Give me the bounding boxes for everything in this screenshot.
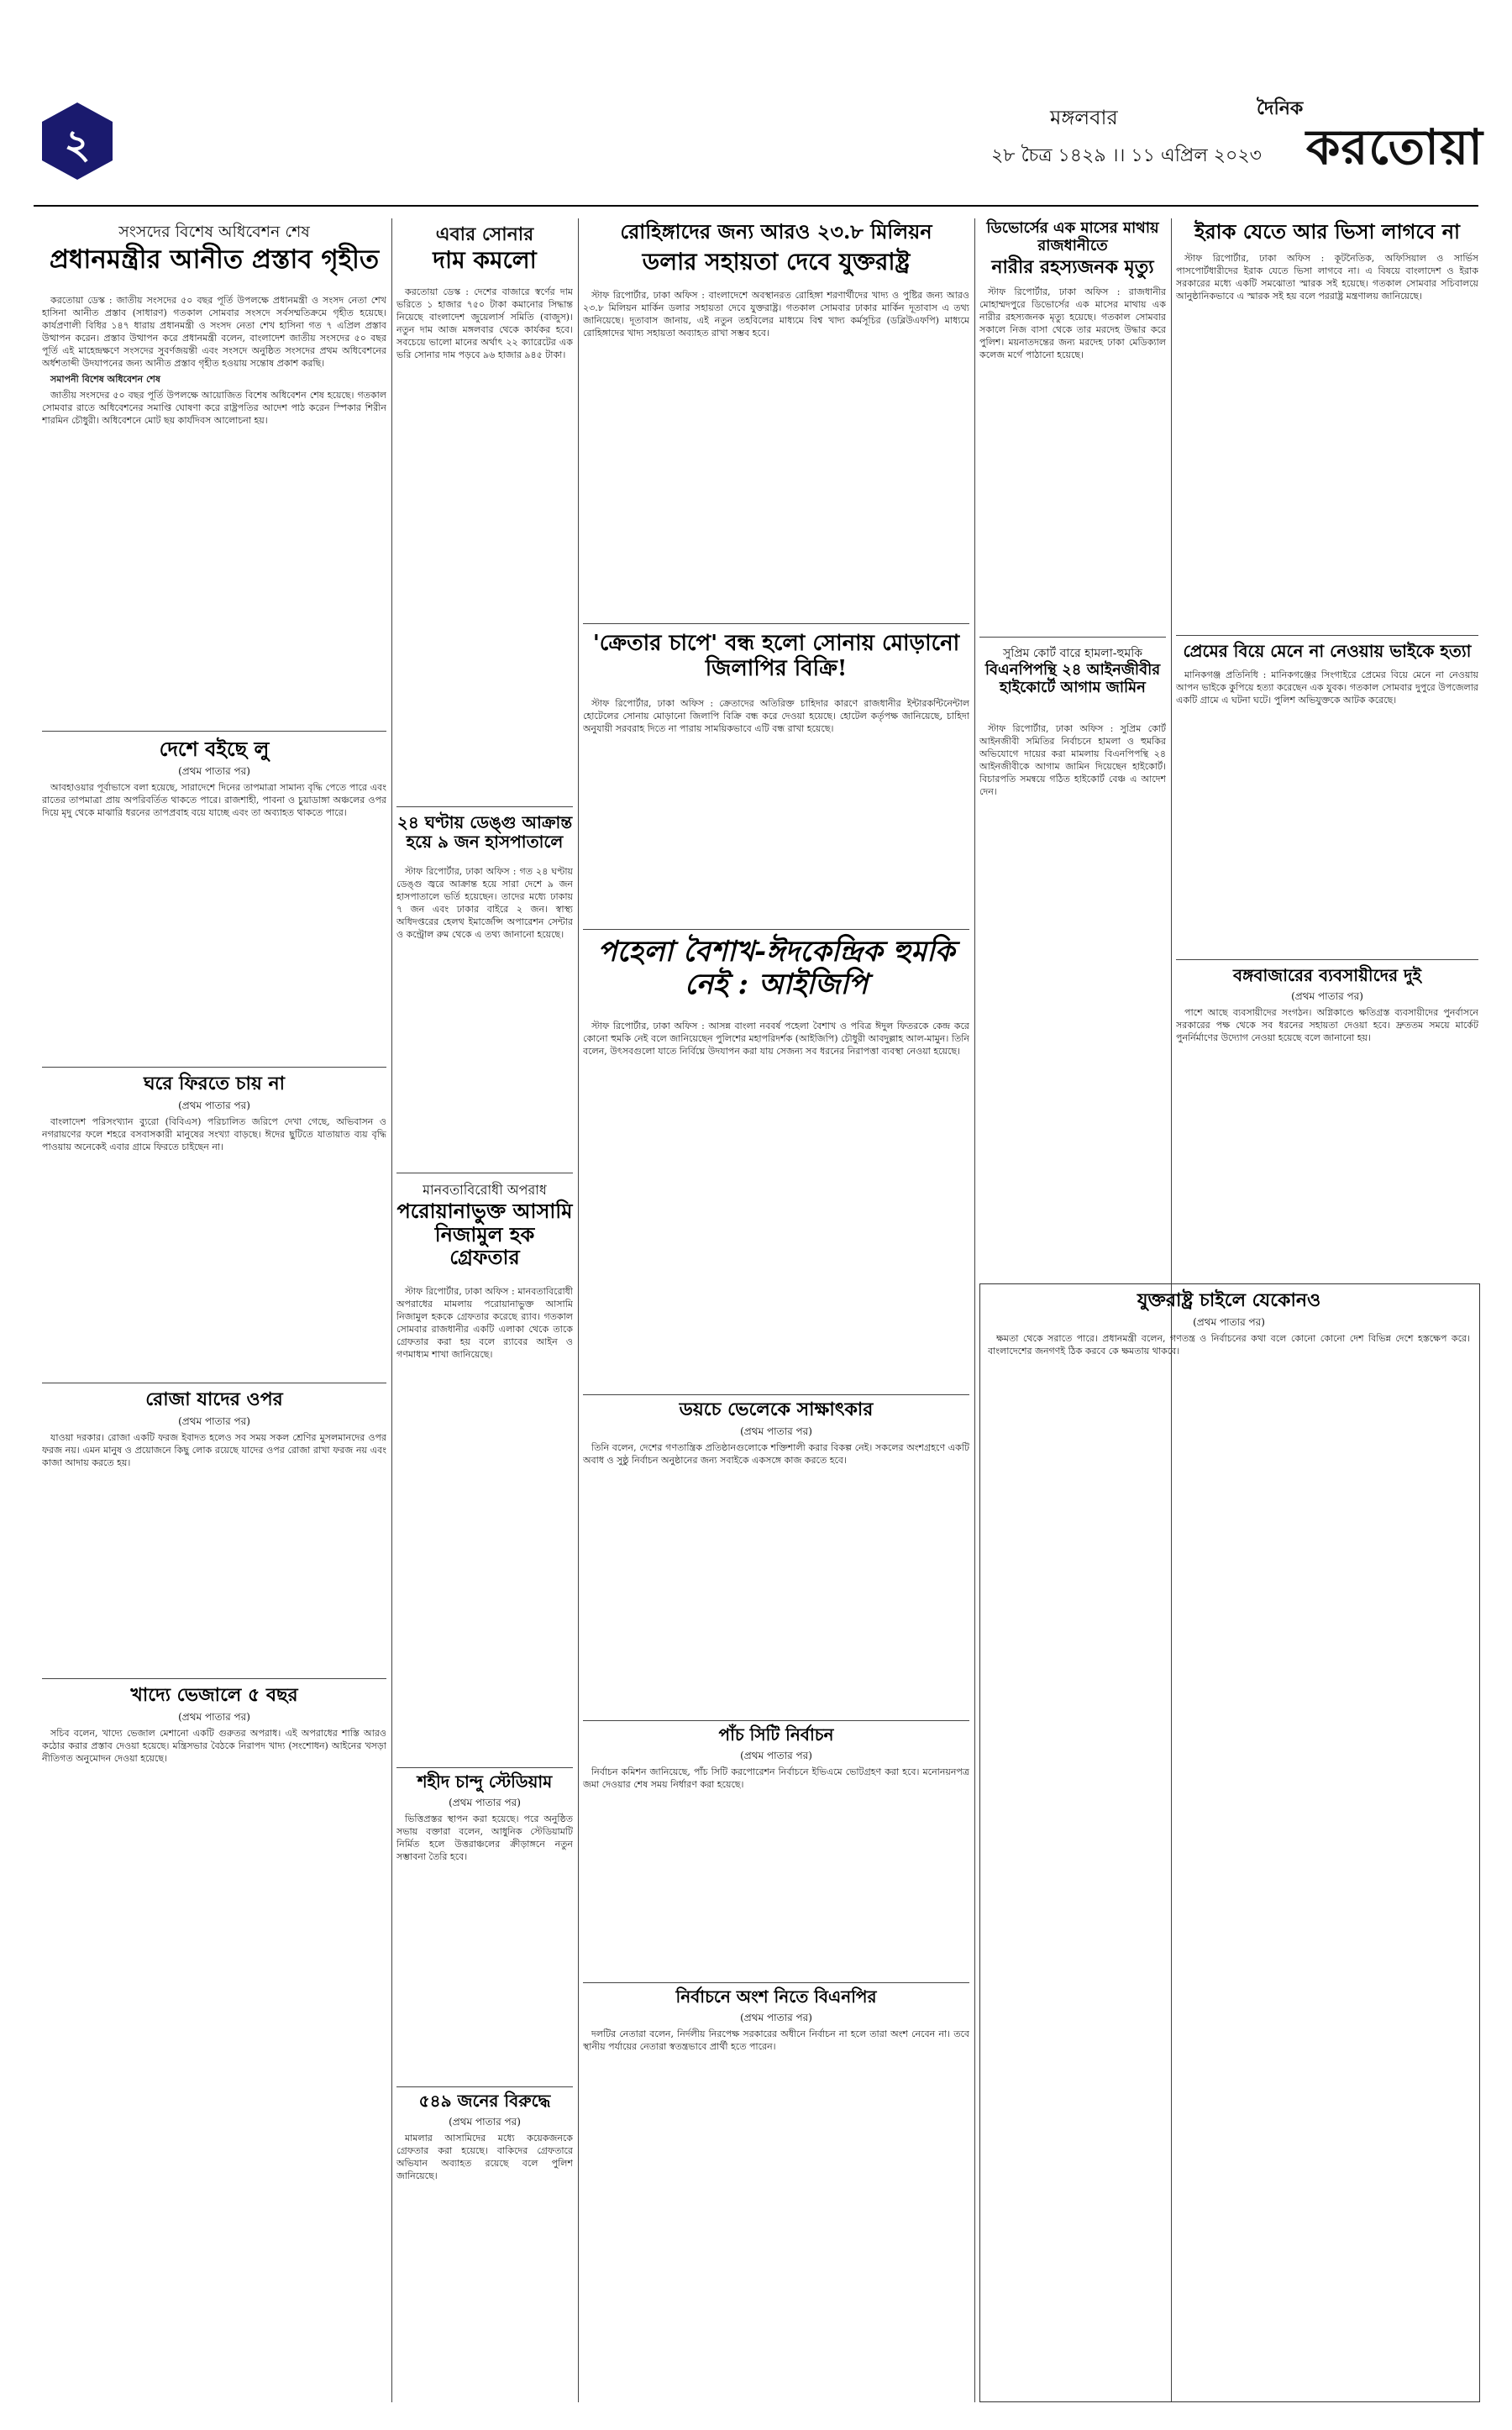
adulteration-body: সচিব বলেন, খাদ্যে ভেজাল মেশানো একটি গুরুতর অপরাধ। এই অপরাধের শাস্তি আরও কঠোর করার প্রস্তাব দেওয়া হয়েছে। মন্ত্রিসভার বৈঠকে নিরাপদ খাদ্য (সংশোধন) আইনের খসড়া নীতিগত অনুমোদন দেওয়া হয়েছে। xyxy=(42,1728,386,1764)
section-rule xyxy=(1176,959,1478,960)
bar-kicker: সুপ্রিম কোর্ট বারে হামলা-হুমকি xyxy=(1002,647,1143,660)
stadium-tag: (প্রথম পাতার পর) xyxy=(449,1797,521,1808)
divorce-body: স্টাফ রিপোর্টার, ঢাকা অফিস : রাজধানীর মোহাম্মদপুরে ডিভোর্সের এক মাসের মাথায় এক নারীর রহস্যজনক মৃত্যু হয়েছে। গতকাল সোমবার সকালে নিজ বাসা থেকে তার মরদেহ উদ্ধার করে পুলিশ। ময়নাতদন্তের জন্য মরদেহ ঢাকা মেডিক্যাল কলেজ মর্গে পাঠানো হয়েছে। xyxy=(979,286,1166,360)
adulteration-headline: খাদ্যে ভেজালে ৫ বছর xyxy=(130,1684,298,1706)
case-body: মামলার আসামিদের মধ্যে কয়েকজনকে গ্রেফতার করা হয়েছে। বাকিদের গ্রেফতারে অভিযান অব্যাহত রয়েছে বলে পুলিশ জানিয়েছে। xyxy=(396,2133,573,2181)
bnp-tag: (প্রথম পাতার পর) xyxy=(740,2012,812,2023)
city-election-headline: পাঁচ সিটি নির্বাচন xyxy=(718,1724,834,1745)
dateline: ২৮ চৈত্র ১৪২৯ ।। ১১ এপ্রিল ২০২৩ xyxy=(991,145,1262,166)
bar-body: স্টাফ রিপোর্টার, ঢাকা অফিস : সুপ্রিম কোর্ট আইনজীবী সমিতির নির্বাচনে হামলা ও হুমকির অভিযোগে দায়ের করা মামলায় বিএনপিপন্থি ২৪ আইনজীবীকে আগাম জামিন দিয়েছেন হাইকোর্ট। বিচারপতি সমন্বয়ে গঠিত হাইকোর্ট বেঞ্চ এ আদেশ দেন। xyxy=(979,723,1166,797)
section-rule xyxy=(396,1767,573,1768)
masthead-title: করতোয়া xyxy=(1305,118,1483,176)
usa-headline: যুক্তরাষ্ট্র চাইলে যেকোনও xyxy=(1137,1289,1321,1311)
sweets-headline: 'ক্রেতার চাপে' বন্ধ হলো সোনায় মোড়ানো জিলাপির বিক্রি! xyxy=(592,631,960,681)
city-election-article xyxy=(583,1766,969,1967)
section-rule xyxy=(583,1720,969,1721)
arrest-article xyxy=(396,1285,573,1756)
section-rule xyxy=(583,1982,969,1983)
murder-headline: প্রেমের বিয়ে মেনে না নেওয়ায় ভাইকে হত্যা xyxy=(1183,641,1472,661)
parliament-body: করতোয়া ডেস্ক : জাতীয় সংসদের ৫০ বছর পূর্তি উপলক্ষে প্রধানমন্ত্রী ও সংসদ নেতা শেখ হাসিনা আনীত প্রস্তাব (সাধারণ) গতকাল সোমবার সংসদে সর্বসম্মতিক্রমে গৃহীত হয়েছে। কার্যপ্রণালী বিধির ১৪৭ ধারায় প্রধানমন্ত্রী ও সংসদ নেতা শেখ হাসিনা গত ৭ এপ্রিল প্রস্তাব উত্থাপন করেন। প্রস্তাব উত্থাপন করে প্রধানমন্ত্রী বলেন, বাংলাদেশ জাতীয় সংসদের ৫০ বছর পূর্তি এই মাহেন্দ্রক্ষণে সংসদের সুবর্ণজয়ন্তী এবং সংসদে অনুষ্ঠিত সংসদের প্রথম অধিবেশনের অর্ধশতাব্দী উদযাপনের জন্য আনীত প্রস্তাব গৃহীত হওয়ায় সন্তোষ প্রকাশ করছি। xyxy=(42,295,386,369)
column-divider xyxy=(391,218,392,2402)
heatwave-headline: দেশে বইছে লু xyxy=(159,737,270,761)
divorce-kicker: ডিভোর্সের এক মাসের মাথায় রাজধানীতে xyxy=(986,219,1159,255)
section-rule xyxy=(583,623,969,624)
fasting-headline: রোজা যাদের ওপর xyxy=(145,1388,283,1410)
divorce-article xyxy=(979,286,1166,630)
bnp-article xyxy=(583,2028,969,2397)
stadium-article xyxy=(396,1813,573,2065)
section-rule xyxy=(42,1678,386,1679)
dengue-headline: ২৪ ঘণ্টায় ডেঙ্গু আক্রান্ত হয়ে ৯ জন হাসপাতালে xyxy=(396,812,573,852)
visa-article xyxy=(1176,252,1478,630)
heatwave-tag: (প্রথম পাতার পর) xyxy=(178,765,250,777)
bongobazar-article xyxy=(1176,1006,1478,1275)
rohingya-article xyxy=(583,289,969,617)
page-number-badge xyxy=(35,99,119,183)
parliament-headline: প্রধানমন্ত্রীর আনীত প্রস্তাব গৃহীত xyxy=(49,244,380,275)
section-rule xyxy=(979,637,1166,638)
bongobazar-body: পাশে আছে ব্যবসায়ীদের সংগঠন। অগ্নিকাণ্ডে ক্ষতিগ্রস্ত ব্যবসায়ীদের পুনর্বাসনে সরকারের পক্ষ থেকে সব ধরনের সহায়তা দেওয়া হবে। দ্রুততম সময়ে মার্কেট পুনর্নির্মাণের উদ্যোগ নেওয়া হয়েছে বলে জানানো হয়। xyxy=(1176,1007,1478,1043)
parliament-kicker: সংসদের বিশেষ অধিবেশন শেষ xyxy=(118,223,310,241)
interview-body: তিনি বলেন, দেশের গণতান্ত্রিক প্রতিষ্ঠানগুলোকে শক্তিশালী করার বিকল্প নেই। সকলের অংশগ্রহণে একটি অবাধ ও সুষ্ঠু নির্বাচন অনুষ্ঠানের জন্য সবাইকে একসঙ্গে কাজ করতে হবে। xyxy=(583,1442,969,1466)
gold-article xyxy=(396,286,573,798)
pohela-article xyxy=(583,1020,969,1389)
weekday: মঙ্গলবার xyxy=(1050,106,1118,129)
interview-tag: (প্রথম পাতার পর) xyxy=(740,1425,812,1437)
bongobazar-tag: (প্রথম পাতার পর) xyxy=(1291,990,1363,1002)
pohela-headline: পহেলা বৈশাখ-ঈদকেন্দ্রিক হুমকি নেই : আইজিপি xyxy=(597,935,955,1002)
arrest-kicker: মানবতাবিরোধী অপরাধ xyxy=(423,1182,547,1198)
arrest-body: স্টাফ রিপোর্টার, ঢাকা অফিস : মানবতাবিরোধী অপরাধের মামলায় পরোয়ানাভুক্ত আসামি নিজামুল হককে গ্রেফতার করেছে র‌্যাব। গতকাল সোমবার রাজধানীর একটি এলাকা থেকে তাকে গ্রেফতার করা হয় বলে র‌্যাবের আইন ও গণমাধ্যম শাখা জানিয়েছে। xyxy=(396,1286,573,1360)
heatwave-body: আবহাওয়ার পূর্বাভাসে বলা হয়েছে, সারাদেশে দিনের তাপমাত্রা সামান্য বৃদ্ধি পেতে পারে এবং রাতের তাপমাত্রা প্রায় অপরিবর্তিত থাকতে পারে। রাজশাহী, পাবনা ও চুয়াডাঙ্গা অঞ্চলের ওপর দিয়ে মৃদু থেকে মাঝারি ধরনের তাপপ্রবাহ বয়ে যাচ্ছে এবং তা অব্যাহত থাকতে পারে। xyxy=(42,782,386,818)
interview-headline: ডয়চে ভেলেকে সাক্ষাৎকার xyxy=(679,1399,874,1420)
murder-article xyxy=(1176,669,1478,954)
sub-kicker: সমাপনী বিশেষ অধিবেশন শেষ xyxy=(50,374,160,385)
usa-body: ক্ষমতা থেকে সরাতে পারে। প্রধানমন্ত্রী বলেন, গণতন্ত্র ও নির্বাচনের কথা বলে কোনো কোনো দেশ বিভিন্ন দেশে হস্তক্ষেপ করে। বাংলাদেশের জনগণই ঠিক করবে কে ক্ষমতায় থাকবে। xyxy=(988,1333,1470,1357)
rohingya-body: স্টাফ রিপোর্টার, ঢাকা অফিস : বাংলাদেশে অবস্থানরত রোহিঙ্গা শরণার্থীদের খাদ্য ও পুষ্টির জন্য আরও ২৩.৮ মিলিয়ন মার্কিন ডলার সহায়তা দেবে যুক্তরাষ্ট্র। গতকাল সোমবার ঢাকার মার্কিন দূতাবাস এ তথ্য জানিয়েছে। দূতাবাস জানায়, এই নতুন তহবিলের মাধ্যমে বিশ্ব খাদ্য কর্মসূচির (ডব্লিউএফপি) মাধ্যমে রোহিঙ্গাদের খাদ্য সহায়তা অব্যাহত রাখা সম্ভব হবে। xyxy=(583,290,969,339)
bar-headline: বিএনপিপন্থি ২৪ আইনজীবীর হাইকোর্টে আগাম জামিন xyxy=(984,661,1161,696)
homecoming-tag: (প্রথম পাতার পর) xyxy=(178,1100,250,1111)
murder-body: মানিকগঞ্জ প্রতিনিধি : মানিকগঞ্জের সিংগাইরে প্রেমের বিয়ে মেনে না নেওয়ায় আপন ভাইকে কুপিয়ে হত্যা করেছেন এক যুবক। গতকাল সোমবার দুপুরে উপজেলার একটি গ্রামে এ ঘটনা ঘটে। পুলিশ অভিযুক্তকে আটক করেছে। xyxy=(1176,669,1478,706)
stadium-headline: শহীদ চান্দু স্টেডিয়াম xyxy=(417,1771,553,1792)
adulteration-article xyxy=(42,1727,386,2399)
section-rule xyxy=(583,929,969,930)
stadium-body: ভিত্তিপ্রস্তর স্থাপন করা হয়েছে। পরে অনুষ্ঠিত সভায় বক্তারা বলেন, আধুনিক স্টেডিয়ামটি নির্মিত হলে উত্তরাঞ্চলের ক্রীড়াঙ্গনে নতুন সম্ভাবনা তৈরি হবে। xyxy=(396,1813,573,1862)
rohingya-kicker: রোহিঙ্গাদের জন্য আরও ২৩.৮ মিলিয়ন xyxy=(620,219,932,244)
pohela-body: স্টাফ রিপোর্টার, ঢাকা অফিস : আসন্ন বাংলা নববর্ষ পহেলা বৈশাখ ও পবিত্র ঈদুল ফিতরকে কেন্দ্র করে কোনো হুমকি নেই বলে জানিয়েছেন পুলিশের মহাপরিদর্শক (আইজিপি) চৌধুরী আবদুল্লাহ আল-মামুন। তিনি বলেন, উৎসবগুলো যাতে নির্বিঘ্নে উদযাপন করা যায় সেজন্য সব ধরনের নিরাপত্তা ব্যবস্থা নেওয়া হয়েছে। xyxy=(583,1021,969,1057)
section-rule xyxy=(396,806,573,807)
bnp-headline: নির্বাচনে অংশ নিতে বিএনপির xyxy=(675,1987,877,2007)
adulteration-tag: (প্রথম পাতার পর) xyxy=(178,1711,250,1723)
bongobazar-headline: বঙ্গবাজারের ব্যবসায়ীদের দুই xyxy=(1232,965,1422,985)
bnp-body: দলটির নেতারা বলেন, নির্দলীয় নিরপেক্ষ সরকারের অধীনে নির্বাচন না হলে তারা অংশ নেবেন না। তবে স্থানীয় পর্যায়ের নেতারা স্বতন্ত্রভাবে প্রার্থী হতে পারেন। xyxy=(583,2028,969,2052)
sweets-body: স্টাফ রিপোর্টার, ঢাকা অফিস : ক্রেতাদের অতিরিক্ত চাহিদার কারণে রাজধানীর ইন্টারকন্টিনেন্টাল হোটেলের সোনায় মোড়ানো জিলাপি বিক্রি বন্ধ করে দেওয়া হয়েছে। হোটেল কর্তৃপক্ষ জানিয়েছে, চাহিদা অনুযায়ী সরবরাহ দিতে না পারায় সাময়িকভাবে এটি বন্ধ রাখা হয়েছে। xyxy=(583,698,969,734)
homecoming-headline: ঘরে ফিরতে চায় না xyxy=(143,1073,286,1094)
column-divider xyxy=(974,218,975,2402)
homecoming-body: বাংলাদেশ পরিসংখ্যান ব্যুরো (বিবিএস) পরিচালিত জরিপে দেখা গেছে, অভিবাসন ও নগরায়ণের ফলে শহরে বসবাসকারী মানুষের সংখ্যা বাড়ছে। ঈদের ছুটিতে যাতায়াত ব্যয় বৃদ্ধি পাওয়ায় অনেকেই এবার গ্রামে ফিরতে চাইছেন না। xyxy=(42,1116,386,1152)
bar-article xyxy=(979,722,1166,1277)
visa-body: স্টাফ রিপোর্টার, ঢাকা অফিস : কূটনৈতিক, অফিসিয়াল ও সার্ভিস পাসপোর্টধারীদের ইরাক যেতে ভিসা লাগবে না। এ বিষয়ে বাংলাদেশ ও ইরাক সরকারের মধ্যে একটি সমঝোতা স্মারক সই হয়েছে। গতকাল সোমবার সচিবালয়ে আনুষ্ঠানিকভাবে এ স্মারক সই হয় বলে পররাষ্ট্র মন্ত্রণালয় জানিয়েছে। xyxy=(1176,253,1478,302)
section-rule xyxy=(1176,635,1478,636)
case-article xyxy=(396,2132,573,2401)
masthead-small: দৈনিক xyxy=(1257,98,1304,119)
divorce-headline: নারীর রহস্যজনক মৃত্যু xyxy=(991,256,1154,278)
homecoming-article xyxy=(42,1115,386,1367)
header-rule xyxy=(34,205,1478,207)
case-headline: ৫৪৯ জনের বিরুদ্ধে xyxy=(418,2091,551,2111)
section-rule xyxy=(583,1394,969,1395)
sub-body: জাতীয় সংসদের ৫০ বছর পূর্তি উপলক্ষে আয়োজিত বিশেষ অধিবেশন শেষ হয়েছে। গতকাল সোমবার রাতে অধিবেশনের সমাপ্তি ঘোষণা করে রাষ্ট্রপতির আদেশ পাঠ করেন স্পিকার শিরীন শারমিন চৌধুরী। অধিবেশনে মোট ছয় কার্যদিবস আলোচনা হয়। xyxy=(42,390,386,426)
section-rule xyxy=(42,731,386,732)
parliament-article xyxy=(42,294,386,722)
gold-headline: দাম কমলো xyxy=(433,246,537,274)
masthead xyxy=(1206,99,1483,200)
fasting-article xyxy=(42,1431,386,1666)
page-number: ২ xyxy=(64,121,91,168)
sweets-article xyxy=(583,697,969,924)
visa-headline: ইরাক যেতে আর ভিসা লাগবে না xyxy=(1194,219,1461,244)
case-tag: (প্রথম পাতার পর) xyxy=(449,2116,521,2128)
section-rule xyxy=(42,1067,386,1068)
city-election-tag: (প্রথম পাতার পর) xyxy=(740,1750,812,1761)
fasting-body: যাওয়া দরকার। রোজা একটি ফরজ ইবাদত হলেও সব সময় সকল শ্রেণির মুসলমানদের ওপর ফরজ নয়। এমন মানুষ ও প্রয়োজনে কিছু লোক রয়েছে যাদের ওপর রোজা রাখা ফরজ নয় এবং কাজা আদায় করতে হয়। xyxy=(42,1432,386,1468)
column-divider xyxy=(578,218,579,2402)
section-rule xyxy=(396,2086,573,2087)
usa-tag: (প্রথম পাতার পর) xyxy=(1193,1316,1265,1328)
city-election-body: নির্বাচন কমিশন জানিয়েছে, পাঁচ সিটি করপোরেশন নির্বাচনে ইভিএমে ভোটগ্রহণ করা হবে। মনোনয়নপত্র জমা দেওয়ার শেষ সময় নির্ধারণ করা হয়েছে। xyxy=(583,1766,969,1790)
heatwave-article xyxy=(42,781,386,1033)
usa-article xyxy=(988,1332,1470,2391)
dengue-body: স্টাফ রিপোর্টার, ঢাকা অফিস : গত ২৪ ঘণ্টায় ডেঙ্গু জ্বরে আক্রান্ত হয়ে সারা দেশে ৯ জন হাসপাতালে ভর্তি হয়েছেন। তাদের মধ্যে ঢাকায় ৭ জন এবং ঢাকার বাইরে ২ জন। স্বাস্থ্য অধিদপ্তরের হেলথ ইমার্জেন্সি অপারেশন সেন্টার ও কন্ট্রোল রুম থেকে এ তথ্য জানানো হয়েছে। xyxy=(396,866,573,940)
gold-kicker: এবার সোনার xyxy=(435,223,534,245)
rohingya-headline: ডলার সহায়তা দেবে যুক্তরাষ্ট্র xyxy=(642,248,911,276)
arrest-headline: পরোয়ানাভুক্ত আসামি নিজামুল হক গ্রেফতার xyxy=(396,1199,573,1270)
interview-article xyxy=(583,1441,969,1693)
gold-body: করতোয়া ডেস্ক : দেশের বাজারে স্বর্ণের দাম ভরিতে ১ হাজার ৭৫০ টাকা কমানোর সিদ্ধান্ত নিয়েছে বাংলাদেশ জুয়েলার্স সমিতি (বাজুস)। নতুন দাম আজ মঙ্গলবার থেকে কার্যকর হবে। সবচেয়ে ভালো মানের অর্থাৎ ২২ ক্যারেটের এক ভরি সোনার দাম পড়বে ৯৬ হাজার ৯৪৫ টাকা। xyxy=(396,286,573,360)
dengue-article xyxy=(396,865,573,1168)
fasting-tag: (প্রথম পাতার পর) xyxy=(178,1415,250,1427)
